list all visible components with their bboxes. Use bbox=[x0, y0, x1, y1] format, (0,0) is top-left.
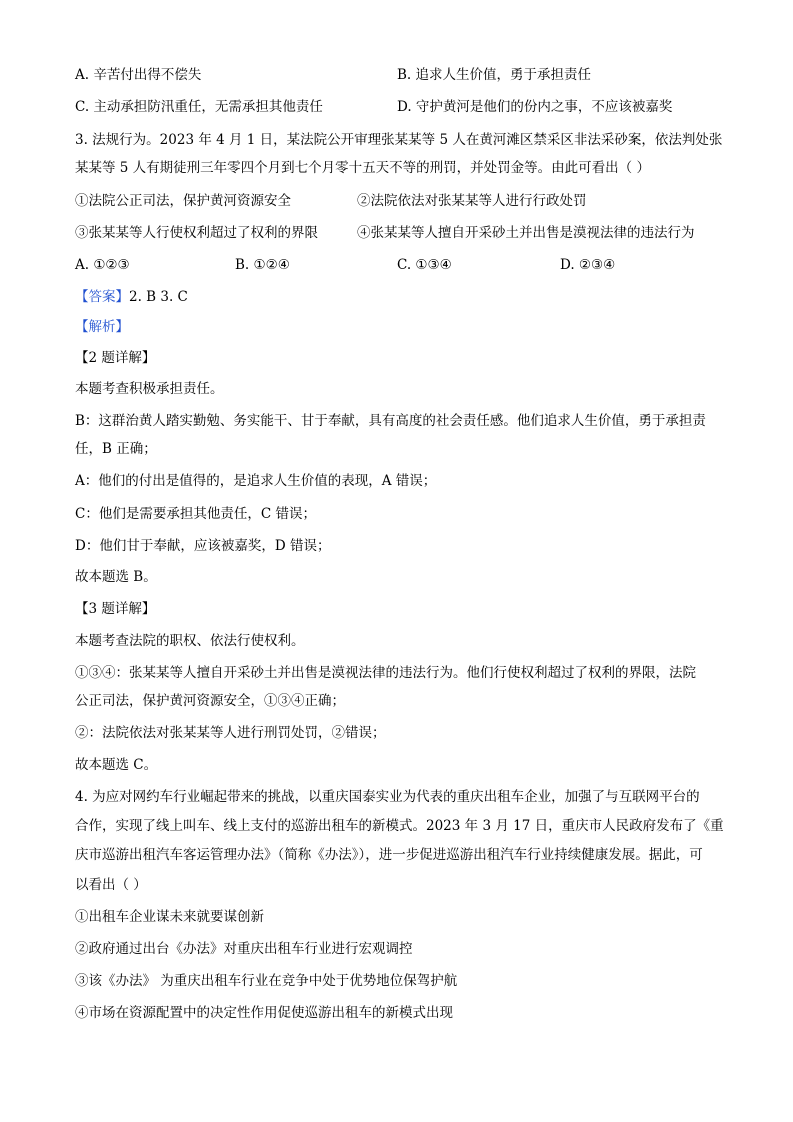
q2-option-a: A. 辛苦付出得不偿失 bbox=[75, 67, 202, 83]
q2-detail-heading: 【2 题详解】 bbox=[75, 350, 156, 366]
q3-detail-line-2: ①③④：张某某等人擅自开采砂土并出售是漠视法律的违法行为。他们行使权利超过了权利的界限，法院 bbox=[75, 665, 696, 681]
q2-detail-line-1: 本题考查积极承担责任。 bbox=[75, 381, 224, 397]
q2-detail-line-3: 任，B 正确； bbox=[75, 441, 157, 457]
q3-detail-heading: 【3 题详解】 bbox=[75, 601, 156, 617]
q4-statement-4: ④市场在资源配置中的决定性作用促使巡游出租车的新模式出现 bbox=[75, 1005, 453, 1021]
q2-detail-line-7: 故本题选 B。 bbox=[75, 569, 157, 585]
q4-statement-3: ③该《办法》 为重庆出租车行业在竞争中处于优势地位保驾护航 bbox=[75, 973, 458, 989]
q2-option-b: B. 追求人生价值，勇于承担责任 bbox=[397, 67, 592, 83]
q3-detail-line-1: 本题考查法院的职权、依法行使权利。 bbox=[75, 633, 305, 649]
q2-detail-line-5: C：他们是需要承担其他责任，C 错误； bbox=[75, 506, 316, 522]
q3-detail-line-5: 故本题选 C。 bbox=[75, 757, 158, 773]
q4-statement-1: ①出租车企业谋未来就要谋创新 bbox=[75, 909, 264, 925]
q4-stem-line-2: 合作，实现了线上叫车、线上支付的巡游出租车的新模式。2023 年 3 月 17 日，重庆市人民政府发布了《重 bbox=[75, 818, 724, 834]
q3-stem-line-1: 3. 法规行为。2023 年 4 月 1 日，某法院公开审理张某某等 5 人在黄河滩区禁采区非法采砂案，依法判处张 bbox=[75, 132, 723, 148]
q4-stem-line-4: 以看出（ ） bbox=[75, 877, 147, 893]
answer-text: 2. B 3. C bbox=[129, 289, 188, 305]
q2-detail-line-6: D：他们甘于奉献，应该被嘉奖，D 错误； bbox=[75, 538, 331, 554]
answer-line bbox=[75, 288, 725, 306]
q4-stem-line-1: 4. 为应对网约车行业崛起带来的挑战，以重庆国泰实业为代表的重庆出租车企业，加强了与互联网平台的 bbox=[75, 789, 700, 805]
q3-option-c: C. ①③④ bbox=[397, 257, 452, 273]
q3-option-b: B. ①②④ bbox=[235, 257, 290, 273]
q3-detail-line-4: ②：法院依法对张某某等人进行刑罚处罚，②错误； bbox=[75, 725, 386, 741]
q3-detail-line-3: 公正司法，保护黄河资源安全，①③④正确； bbox=[75, 693, 345, 709]
q3-statement-2: ②法院依法对张某某等人进行行政处罚 bbox=[357, 193, 587, 209]
answer-label: 【答案】 bbox=[75, 289, 129, 305]
q2-option-d: D. 守护黄河是他们的份内之事，不应该被嘉奖 bbox=[397, 99, 673, 115]
q4-statement-2: ②政府通过出台《办法》对重庆出租车行业进行宏观调控 bbox=[75, 941, 413, 957]
q2-detail-line-2: B：这群治黄人踏实勤勉、务实能干、甘于奉献，具有高度的社会责任感。他们追求人生价值，勇于承担责 bbox=[75, 413, 706, 429]
q3-statement-1: ①法院公正司法，保护黄河资源安全 bbox=[75, 193, 291, 209]
q2-detail-line-4: A：他们的付出是值得的，是追求人生价值的表现，A 错误； bbox=[75, 473, 437, 489]
q3-option-d: D. ②③④ bbox=[560, 257, 616, 273]
analysis-label: 【解析】 bbox=[75, 319, 129, 335]
q2-option-c: C. 主动承担防汛重任，无需承担其他责任 bbox=[75, 99, 323, 115]
q3-stem-line-2: 某某等 5 人有期徒刑三年零四个月到七个月零十五天不等的刑罚，并处罚金等。由此可看出（ ） bbox=[75, 160, 650, 176]
q3-statement-4: ④张某某等人擅自开采砂土并出售是漠视法律的违法行为 bbox=[357, 225, 695, 241]
q3-statement-3: ③张某某等人行使权利超过了权利的界限 bbox=[75, 225, 318, 241]
q4-stem-line-3: 庆市巡游出租汽车客运管理办法》（简称《办法》），进一步促进巡游出租汽车行业持续健康发展。据此，可 bbox=[75, 847, 703, 863]
q3-option-a: A. ①②③ bbox=[75, 257, 130, 273]
